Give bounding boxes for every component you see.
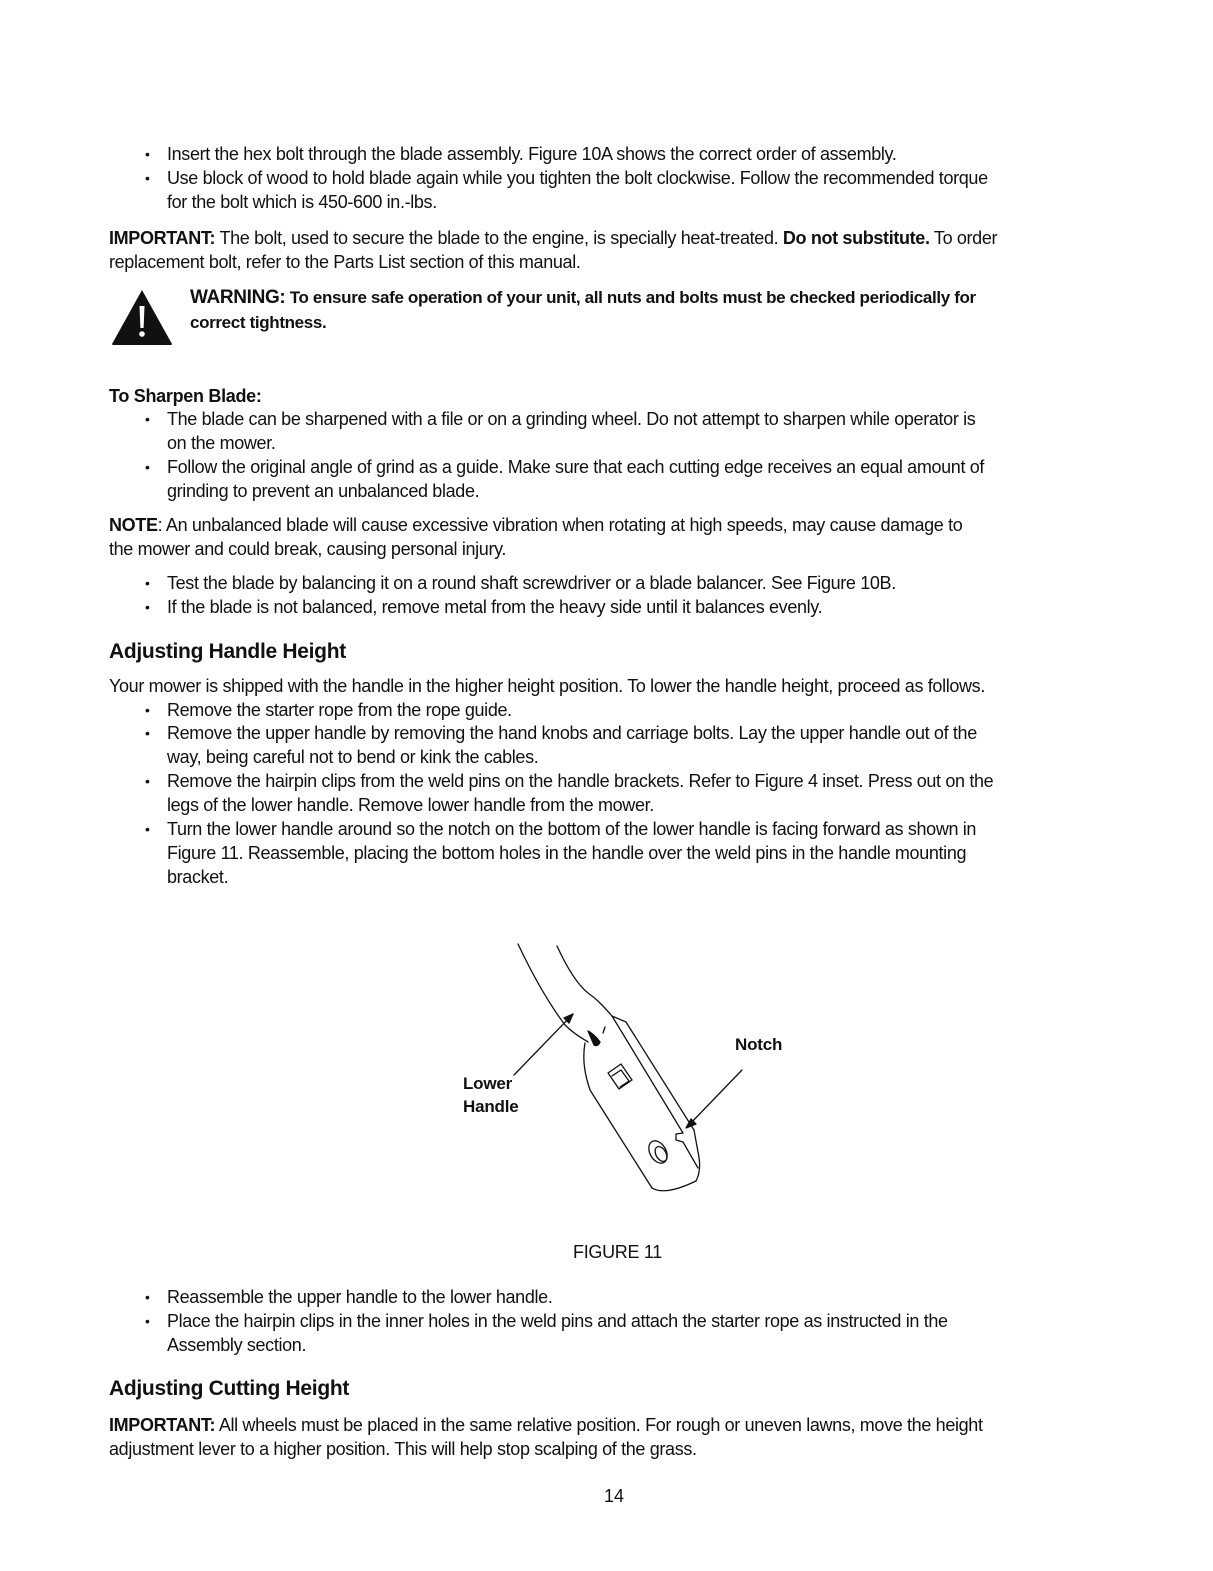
important-bolt-paragraph (109, 226, 997, 250)
important-label: IMPORTANT: (109, 228, 216, 248)
bullet: • (145, 1313, 150, 1329)
figure-label-lower: Lower (463, 1074, 513, 1093)
note-label: NOTE (109, 515, 158, 535)
bullet-text: Insert the hex bolt through the blade assembly. Figure 10A shows the correct order of assembly. (167, 144, 897, 164)
sharpen-title: To Sharpen Blade: (109, 386, 262, 406)
bullet: • (145, 146, 150, 162)
figure-caption: FIGURE 11 (573, 1242, 662, 1262)
figure-label-handle: Handle (463, 1097, 519, 1116)
bullet: • (145, 773, 150, 789)
bullet: • (145, 702, 150, 718)
bullet: • (145, 575, 150, 591)
handle-intro: Your mower is shipped with the handle in the higher height position. To lower the handle height, proceed as follows. (109, 676, 985, 696)
page-number: 14 (604, 1486, 625, 1506)
important-label: IMPORTANT: (109, 1415, 216, 1435)
bullet: • (145, 1289, 150, 1305)
bullet-text: The blade can be sharpened with a file or on a grinding wheel. Do not attempt to sharpen while operator is (167, 409, 976, 429)
bullet-text-cont: Figure 11. Reassemble, placing the bottom holes in the handle over the weld pins in the handle mounting (167, 843, 967, 863)
bullet: • (145, 459, 150, 475)
bullet-text: Remove the starter rope from the rope guide. (167, 700, 512, 720)
bullet: • (145, 821, 150, 837)
bullet: • (145, 599, 150, 615)
bullet-text: Use block of wood to hold blade again while you tighten the bolt clockwise. Follow the recommended torque (167, 168, 988, 188)
figure-11-lower-handle-drawing (440, 930, 820, 1200)
important-text: The bolt, used to secure the blade to the engine, is specially heat-treated. (215, 228, 783, 248)
bullet-text-cont: for the bolt which is 450-600 in.-lbs. (167, 192, 437, 212)
cutting-important-paragraph (109, 1413, 983, 1437)
bullet: • (145, 170, 150, 186)
important-text: All wheels must be placed in the same relative position. For rough or uneven lawns, move the height (215, 1415, 983, 1435)
note-paragraph (109, 513, 962, 537)
important-text-tail: To order (929, 228, 998, 248)
bullet-text: Turn the lower handle around so the notch on the bottom of the lower handle is facing forward as shown in (167, 819, 977, 839)
bullet: • (145, 411, 150, 427)
note-line2: the mower and could break, causing personal injury. (109, 539, 507, 559)
bullet-text: If the blade is not balanced, remove metal from the heavy side until it balances evenly. (167, 597, 823, 617)
bullet-text-cont: Assembly section. (167, 1335, 307, 1355)
warning-text-line2: correct tightness. (190, 313, 327, 332)
warning-triangle-icon (110, 288, 174, 346)
bullet-text-cont: way, being careful not to bend or kink the cables. (167, 747, 539, 767)
bullet-text-cont: legs of the lower handle. Remove lower handle from the mower. (167, 795, 654, 815)
important-bolt-line2: replacement bolt, refer to the Parts List section of this manual. (109, 252, 581, 272)
figure-label-notch: Notch (735, 1035, 783, 1054)
bullet-text-cont: bracket. (167, 867, 229, 887)
bullet-text: Remove the upper handle by removing the hand knobs and carriage bolts. Lay the upper handle out of the (167, 723, 977, 743)
warning-label: WARNING: (190, 287, 286, 308)
bullet-text: Test the blade by balancing it on a round shaft screwdriver or a blade balancer. See Figure 10B. (167, 573, 896, 593)
do-not-substitute: Do not substitute. (782, 228, 930, 248)
bullet-text: Reassemble the upper handle to the lower handle. (167, 1287, 553, 1307)
section-title-handle-height: Adjusting Handle Height (109, 640, 346, 663)
bullet-text-cont: grinding to prevent an unbalanced blade. (167, 481, 480, 501)
bullet-text: Remove the hairpin clips from the weld pins on the handle brackets. Refer to Figure 4 inset. Press out on the (167, 771, 994, 791)
bullet-text-cont: on the mower. (167, 433, 276, 453)
section-title-cutting-height: Adjusting Cutting Height (109, 1377, 350, 1400)
warning-body: To ensure safe operation of your unit, all nuts and bolts must be checked periodically for (285, 288, 976, 307)
bullet-text: Follow the original angle of grind as a guide. Make sure that each cutting edge receives an equal amount of (167, 457, 985, 477)
bullet-text: Place the hairpin clips in the inner holes in the weld pins and attach the starter rope as instructed in the (167, 1311, 948, 1331)
cutting-important-line2: adjustment lever to a higher position. This will help stop scalping of the grass. (109, 1439, 697, 1459)
warning-text (190, 286, 976, 310)
note-text: : An unbalanced blade will cause excessive vibration when rotating at high speeds, may cause damage to (157, 515, 963, 535)
bullet: • (145, 725, 150, 741)
